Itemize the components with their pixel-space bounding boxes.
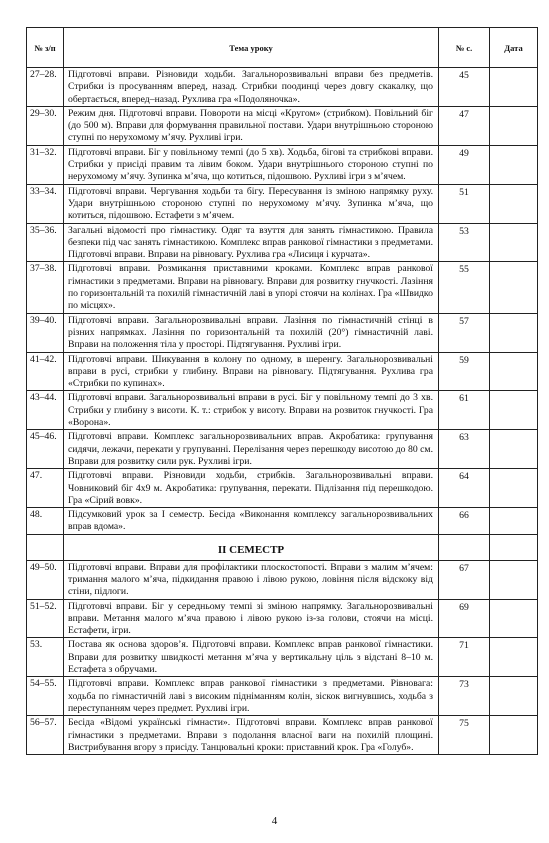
- lesson-topic: Підготовчі вправи. Загальнорозвивальні вправи в русі. Біг у повільному темпі до 3 хв. Стрибки у глибину з висоти. К. т.: стрибок у висоту. Вправи на розвиток гнучкості. Гра «Ворона».: [64, 391, 439, 430]
- lesson-date: [490, 469, 538, 508]
- lesson-topic: Підготовчі вправи. Розмикання приставними кроками. Комплекс вправ ранкової гімнастики з предметами. Вправи на рівновагу. Вправи для розвитку гнучкості. Лазіння по горизонтальній та похилій гімнастичній лаві в упорі стоячи на колінах. Гра «Швидко по місцях».: [64, 262, 439, 313]
- semester-page-cell: [439, 534, 490, 560]
- lesson-date: [490, 223, 538, 262]
- lesson-number: 33–34.: [27, 184, 64, 223]
- table-row: [27, 716, 538, 755]
- lesson-page: 45: [439, 68, 490, 107]
- lesson-date: [490, 262, 538, 313]
- lesson-page: 69: [439, 599, 490, 638]
- table-row: [27, 599, 538, 638]
- semester-num-cell: [27, 534, 64, 560]
- lesson-number: 49–50.: [27, 560, 64, 599]
- lesson-page: 47: [439, 106, 490, 145]
- table-row: [27, 145, 538, 184]
- lesson-topic: Бесіда «Відомі українські гімнасти». Підготовчі вправи. Комплекс вправ ранкової гімнастики з предметами. Вправи з подолання власної ваги на похилій площині. Вистрибування вгору з присіду. Танцювальні кроки: приставний крок. Гра «Голуб».: [64, 716, 439, 755]
- lesson-page: 53: [439, 223, 490, 262]
- lesson-date: [490, 352, 538, 391]
- lesson-number: 41–42.: [27, 352, 64, 391]
- lesson-topic: Підготовчі вправи. Чергування ходьби та бігу. Пересування із зміною напрямку руху. Удари внутрішньою стороною ступні по нерухомому м’ячу. Зупинка м’яча, що котиться, підошвою. Естафети з м’ячем.: [64, 184, 439, 223]
- lesson-number: 31–32.: [27, 145, 64, 184]
- lesson-page: 61: [439, 391, 490, 430]
- table-row: [27, 262, 538, 313]
- table-row: [27, 106, 538, 145]
- lesson-topic: Режим дня. Підготовчі вправи. Повороти на місці «Кругом» (стрибком). Повільний біг (до 500 м). Вправи для формування правильної постави. Удари внутрішньою стороною ступні по нерухомому м’ячу. Рухливі ігри.: [64, 106, 439, 145]
- lesson-number: 53.: [27, 638, 64, 677]
- lesson-page: 49: [439, 145, 490, 184]
- lesson-page: 57: [439, 313, 490, 352]
- lesson-topic: Підготовчі вправи. Загальнорозвивальні вправи. Лазіння по гімнастичній стінці в різних напрямках. Лазіння по горизонтальній та похилій (20°) гімнастичній лаві. Вправи на положення тіла у просторі. Підтягування. Рухливі ігри.: [64, 313, 439, 352]
- table-row: [27, 469, 538, 508]
- lesson-number: 45–46.: [27, 430, 64, 469]
- lesson-page: 73: [439, 677, 490, 716]
- lesson-date: [490, 716, 538, 755]
- lesson-number: 39–40.: [27, 313, 64, 352]
- lesson-page: 71: [439, 638, 490, 677]
- table-row: [27, 352, 538, 391]
- lesson-page: 59: [439, 352, 490, 391]
- lesson-date: [490, 106, 538, 145]
- lesson-number: 35–36.: [27, 223, 64, 262]
- lesson-topic: Загальні відомості про гімнастику. Одяг та взуття для занять гімнастикою. Правила безпеки під час занять гімнастикою. Комплекс вправ ранкової гімнастики з предметами. Підготовчі вправи. Вправи на рівновагу. Рухлива гра «Лисиця і курчата».: [64, 223, 439, 262]
- lesson-date: [490, 68, 538, 107]
- lesson-date: [490, 560, 538, 599]
- lesson-topic: Підготовчі вправи. Шикування в колону по одному, в шеренгу. Загальнорозвивальні вправи в русі, стрибки у глибину. Вправи на рівновагу. Підтягування. Рухлива гра «Стрибки по купинах».: [64, 352, 439, 391]
- lesson-date: [490, 638, 538, 677]
- lesson-page: 75: [439, 716, 490, 755]
- header-topic: Тема уроку: [64, 28, 439, 68]
- table-row: [27, 184, 538, 223]
- lesson-topic: Підготовчі вправи. Вправи для профілактики плоскостопості. Вправи з малим м’ячем: тримання малого м’яча, підкидання правою і лівою рукою, ловіння після відскоку від стіни, підлоги.: [64, 560, 439, 599]
- lesson-topic: Підготовчі вправи. Біг у повільному темпі (до 5 хв). Ходьба, бігові та стрибкові вправи. Стрибки у присіді правим та лівим боком. Удари внутрішнього стороною ступні по нерухомому м’ячу. Зупинка м’яча, що котиться, підошвою. Рухливі ігри з м’ячем.: [64, 145, 439, 184]
- lesson-page: 51: [439, 184, 490, 223]
- lesson-page: 55: [439, 262, 490, 313]
- table-row: [27, 560, 538, 599]
- lesson-page: 64: [439, 469, 490, 508]
- table-row: [27, 313, 538, 352]
- lesson-number: 37–38.: [27, 262, 64, 313]
- lesson-date: [490, 677, 538, 716]
- lesson-date: [490, 184, 538, 223]
- lesson-number: 29–30.: [27, 106, 64, 145]
- lesson-number: 47.: [27, 469, 64, 508]
- lesson-number: 27–28.: [27, 68, 64, 107]
- lesson-plan-table: [26, 27, 538, 755]
- table-row: [27, 68, 538, 107]
- header-date: Дата: [490, 28, 538, 68]
- table-header-row: [27, 28, 538, 68]
- lesson-date: [490, 391, 538, 430]
- lesson-page: 66: [439, 508, 490, 535]
- lesson-date: [490, 508, 538, 535]
- lesson-number: 48.: [27, 508, 64, 535]
- lesson-topic: Підсумковий урок за I семестр. Бесіда «Виконання комплексу загальнорозвивальних вправ вдома».: [64, 508, 439, 535]
- semester-title: II СЕМЕСТР: [64, 534, 439, 560]
- lesson-number: 51–52.: [27, 599, 64, 638]
- header-page: № с.: [439, 28, 490, 68]
- lesson-topic: Підготовчі вправи. Різновиди ходьби. Загальнорозвивальні вправи без предметів. Стрибки із просуванням вперед, назад. Стрибки поодинці через довгу скакалку, що обертається, вперед–назад. Рухлива гра «Подоляночка».: [64, 68, 439, 107]
- table-row: [27, 430, 538, 469]
- table-row: [27, 677, 538, 716]
- table-row: [27, 638, 538, 677]
- lesson-page: 67: [439, 560, 490, 599]
- table-row: [27, 391, 538, 430]
- lesson-topic: Підготовчі вправи. Біг у середньому темпі зі зміною напрямку. Загальнорозвивальні вправи. Метання малого м’яча правою і лівою рукою із-за голови, стоячи на місці. Естафети, ігри.: [64, 599, 439, 638]
- semester-row: [27, 534, 538, 560]
- lesson-date: [490, 145, 538, 184]
- lesson-topic: Підготовчі вправи. Комплекс вправ ранкової гімнастики з предметами. Рівновага: ходьба по гімнастичній лаві з високим підніманням колін, зіскок вигнувшись, ходьба з переступанням через предмет. Рухливі ігри.: [64, 677, 439, 716]
- lesson-date: [490, 599, 538, 638]
- header-num: № з/п: [27, 28, 64, 68]
- semester-date-cell: [490, 534, 538, 560]
- lesson-number: 43–44.: [27, 391, 64, 430]
- table-row: [27, 223, 538, 262]
- lesson-date: [490, 430, 538, 469]
- lesson-page: 63: [439, 430, 490, 469]
- page-number: 4: [271, 815, 278, 827]
- lesson-topic: Підготовчі вправи. Різновиди ходьби, стрибків. Загальнорозвивальні вправи. Човниковий біг 4х9 м. Акробатика: групування, перекати. Підлізання під перешкодою. Гра «Сірий вовк».: [64, 469, 439, 508]
- lesson-number: 56–57.: [27, 716, 64, 755]
- lesson-number: 54–55.: [27, 677, 64, 716]
- table-row: [27, 508, 538, 535]
- lesson-date: [490, 313, 538, 352]
- lesson-topic: Підготовчі вправи. Комплекс загальнорозвивальних вправ. Акробатика: групування сидячи, лежачи, перекати у групуванні. Перелізання через перешкоду висотою до 80 см. Вправи для розвитку сили рук. Рухливі ігри.: [64, 430, 439, 469]
- lesson-topic: Постава як основа здоров’я. Підготовчі вправи. Комплекс вправ ранкової гімнастики. Вправи для розвитку швидкості метання м’яча у вертикальну ціль з відстані 8–10 м. Естафета з обручами.: [64, 638, 439, 677]
